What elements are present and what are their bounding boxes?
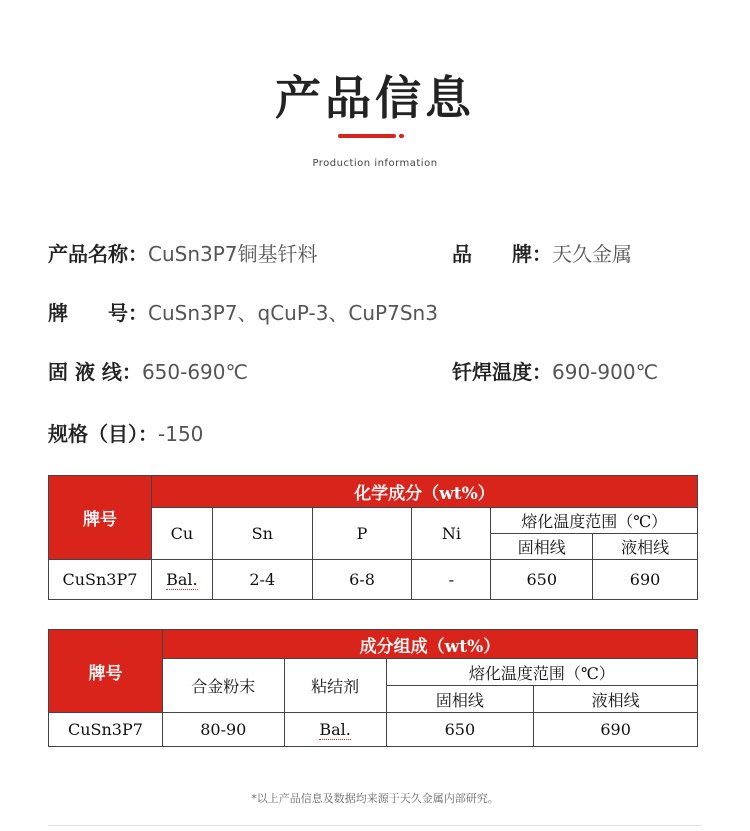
cell-p: 6-8 [312, 560, 412, 600]
solidus-header: 固相线 [386, 686, 534, 713]
cell-liquidus: 690 [593, 560, 698, 600]
cell-binder-text: Bal. [319, 720, 351, 739]
liquidus-header: 液相线 [593, 534, 698, 560]
liquidus-header: 液相线 [534, 686, 698, 713]
cell-solidus: 650 [386, 713, 534, 747]
mesh-row [48, 418, 203, 447]
alloy-powder-header: 合金粉末 [162, 659, 284, 713]
cell-grade: CuSn3P7 [49, 560, 152, 600]
brazing-temp-label: 钎焊温度： [452, 360, 552, 384]
cell-alloy-powder: 80-90 [162, 713, 284, 747]
title-underline [338, 134, 396, 138]
composition-table [48, 629, 698, 747]
mesh-value: -150 [158, 422, 204, 446]
solidus-row [48, 356, 248, 385]
cell-liquidus: 690 [534, 713, 698, 747]
mesh-label: 规格（目）： [48, 422, 158, 446]
cell-cu-text: Bal. [166, 570, 198, 589]
composition-header: 化学成分（wt%） [151, 476, 697, 508]
column-header-ni: Ni [412, 508, 491, 560]
column-header-cu: Cu [151, 508, 212, 560]
grade-header: 牌号 [49, 476, 152, 560]
brazing-temp-row [452, 356, 658, 385]
melting-range-header: 熔化温度范围（℃） [491, 508, 698, 534]
solidus-value: 650-690℃ [141, 360, 248, 384]
cell-sn: 2-4 [212, 560, 312, 600]
chemical-composition-table [48, 475, 698, 600]
cell-ni: - [412, 560, 491, 600]
title-underline-dot [399, 134, 404, 138]
page-subtitle: Production information [312, 158, 438, 169]
brand-row [452, 238, 632, 267]
cell-binder [284, 713, 386, 747]
brazing-temp-value: 690-900℃ [552, 360, 659, 384]
brand-label: 品 牌： [452, 242, 552, 266]
grade-row [48, 297, 438, 326]
product-name-row [48, 238, 318, 267]
table-row [49, 713, 698, 747]
grade-header: 牌号 [49, 630, 163, 713]
composition-header: 成分组成（wt%） [162, 630, 697, 659]
binder-header: 粘结剂 [284, 659, 386, 713]
bottom-divider [48, 825, 702, 826]
solidus-label: 固 液 线： [48, 360, 142, 384]
footnote: *以上产品信息及数据均来源于天久金属内部研究。 [251, 792, 499, 805]
product-name-value: CuSn3P7铜基钎料 [148, 242, 318, 266]
melting-range-header: 熔化温度范围（℃） [386, 659, 697, 686]
cell-solidus: 650 [491, 560, 593, 600]
product-name-label: 产品名称： [48, 242, 148, 266]
brand-value: 天久金属 [552, 242, 632, 266]
grade-label: 牌 号： [48, 301, 148, 325]
column-header-p: P [312, 508, 412, 560]
grade-value: CuSn3P7、qCuP-3、CuP7Sn3 [148, 301, 438, 325]
cell-cu [151, 560, 212, 600]
table-row [49, 560, 698, 600]
page-title: 产品信息 [275, 71, 475, 125]
cell-grade: CuSn3P7 [49, 713, 163, 747]
solidus-header: 固相线 [491, 534, 593, 560]
column-header-sn: Sn [212, 508, 312, 560]
